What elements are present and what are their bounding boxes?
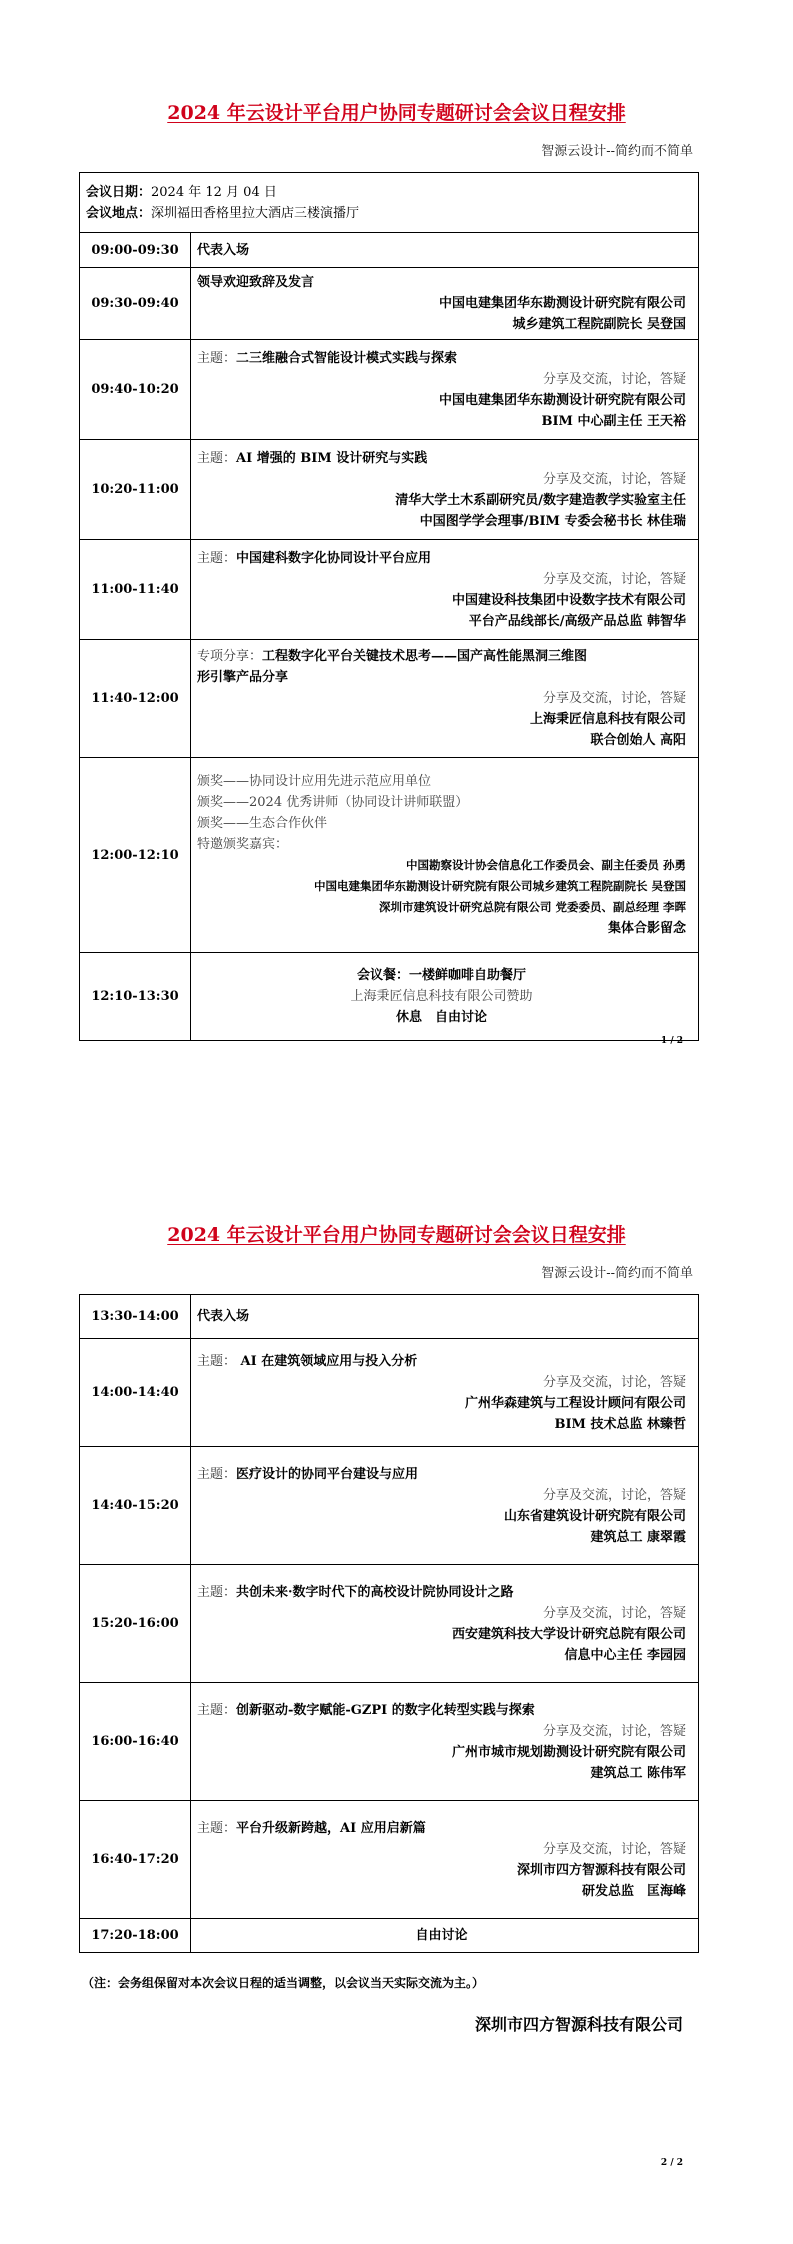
session-content [191,758,699,953]
session-content [191,1295,699,1339]
speaker-line [197,1763,686,1784]
line-text: 深圳市四方智源科技有限公司 [516,1862,686,1878]
line-text: AI 增强的 BIM 设计研究与实践 [236,450,428,466]
line-text: 广州华森建筑与工程设计顾问有限公司 [464,1395,686,1411]
line-text: 分享及交流，讨论，答疑 [542,471,686,487]
session-line [197,771,686,792]
line-text: 中国电建集团华东勘测设计研究院有限公司 [438,392,686,408]
session-content [191,268,699,340]
schedule-row [80,758,699,953]
session-content [191,953,699,1041]
session-topic [197,1582,686,1603]
session-line [197,834,686,855]
line-text: 中国勘察设计协会信息化工作委员会、副主任委员 孙勇 [405,858,686,872]
line-text: 二三维融合式智能设计模式实践与探索 [236,350,458,366]
topic-label: 主题： [197,1353,237,1369]
schedule-row [80,340,699,440]
session-line [197,813,686,834]
speaker-line [197,1742,686,1763]
line-text: BIM 技术总监 林臻哲 [554,1416,686,1432]
line-text: 分享及交流，讨论，答疑 [542,1374,686,1390]
speaker-line [197,569,686,590]
line-text: 中国图学学会理事/BIM 专委会秘书长 林佳瑞 [419,513,686,529]
speaker-line [197,1527,686,1548]
schedule-table-page2 [79,1294,699,1953]
session-content [191,640,699,758]
session-topic [197,348,686,369]
schedule-row [80,1295,699,1339]
session-content [191,440,699,540]
line-text: 共创未来·数字时代下的高校设计院协同设计之路 [236,1584,514,1600]
session-line [197,986,686,1007]
session-content [191,1919,699,1953]
speaker-line [197,855,686,876]
session-line [197,1306,686,1327]
line-text: 西安建筑科技大学设计研究总院有限公司 [451,1626,686,1642]
venue-value: 深圳福田香格里拉大酒店三楼演播厅 [151,205,360,221]
speaker-line [197,590,686,611]
line-text: 建筑总工 康翠霞 [590,1529,686,1545]
session-content [191,340,699,440]
line-text: 形引擎产品分享 [197,670,289,685]
schedule-row [80,540,699,640]
line-text: 分享及交流，讨论，答疑 [542,1841,686,1857]
speaker-line [197,918,686,939]
line-text: 领导欢迎致辞及发言 [197,275,315,290]
speaker-line [197,1645,686,1666]
line-text: 深圳市建筑设计研究总院有限公司 党委委员、副总经理 李晖 [378,900,686,914]
line-text: 自由讨论 [415,1928,468,1943]
line-text: 山东省建筑设计研究院有限公司 [503,1508,686,1524]
line-text: 平台升级新跨越，AI 应用启新篇 [236,1820,426,1836]
schedule-row [80,1801,699,1919]
line-text: 颁奖——生态合作伙伴 [197,816,328,831]
line-text: 会议餐：一楼鲜咖啡自助餐厅 [356,968,526,983]
line-text: 休息 自由讨论 [395,1010,487,1025]
line-text: 颁奖——2024 优秀讲师（协同设计讲师联盟） [197,795,469,810]
line-text: 医疗设计的协同平台建设与应用 [236,1466,419,1482]
line-text: 平台产品线部长/高级产品总监 韩智华 [468,613,686,629]
schedule-table-page1 [79,172,699,1041]
line-text: 建筑总工 陈伟军 [590,1765,686,1781]
session-content [191,233,699,268]
session-topic [197,548,686,569]
speaker-line [197,1860,686,1881]
line-text: 创新驱动-数字赋能-GZPI 的数字化转型实践与探索 [236,1702,535,1718]
line-text: 研发总监 匡海峰 [581,1883,686,1899]
time-slot: 10:20-11:00 [80,440,191,540]
topic-label: 主题： [197,1702,237,1718]
speaker-line [197,1372,686,1393]
time-slot: 14:00-14:40 [80,1339,191,1447]
session-topic [197,1818,686,1839]
speaker-line [197,897,686,918]
line-text: 中国电建集团华东勘测设计研究院有限公司城乡建筑工程院副院长 吴登国 [314,879,686,893]
time-slot: 11:00-11:40 [80,540,191,640]
session-topic [197,1700,686,1721]
session-content [191,1339,699,1447]
time-slot: 14:40-15:20 [80,1447,191,1565]
speaker-line [197,469,686,490]
speaker-line [197,1721,686,1742]
session-content [191,1447,699,1565]
session-line [197,1007,686,1028]
schedule-row [80,233,699,268]
speaker-line [197,876,686,897]
speaker-line [197,1839,686,1860]
line-text: 上海秉匠信息科技有限公司 [529,712,686,727]
line-text: 分享及交流，讨论，答疑 [542,691,686,706]
speaker-line [197,369,686,390]
line-text: 特邀颁奖嘉宾： [197,837,289,852]
time-slot: 17:20-18:00 [80,1919,191,1953]
session-topic [197,646,686,667]
adjustment-note: （注：会务组保留对本次会议日程的适当调整，以会议当天实际交流为主。） [82,1976,485,1990]
line-text: 中国建科数字化协同设计平台应用 [236,550,432,566]
line-text: 广州市城市规划勘测设计研究院有限公司 [451,1744,686,1760]
line-text: 中国建设科技集团中设数字技术有限公司 [451,592,686,608]
schedule-row [80,1683,699,1801]
topic-label: 主题： [197,1466,237,1482]
session-content [191,1801,699,1919]
line-text: 分享及交流，讨论，答疑 [542,1605,686,1621]
schedule-row [80,953,699,1041]
session-topic [197,1351,686,1372]
line-text: 代表入场 [197,1309,250,1324]
schedule-row [80,1447,699,1565]
speaker-line [197,411,686,432]
time-slot: 09:30-09:40 [80,268,191,340]
speaker-line [197,490,686,511]
meeting-info-cell [80,173,699,233]
speaker-line [197,1506,686,1527]
session-content [191,540,699,640]
time-slot: 16:40-17:20 [80,1801,191,1919]
schedule-row [80,1339,699,1447]
schedule-row [80,640,699,758]
line-text: 上海秉匠信息科技有限公司赞助 [350,989,533,1004]
schedule-row [80,268,699,340]
session-topic [197,1464,686,1485]
date-value: 2024 年 12 月 04 日 [151,184,277,200]
session-line [197,240,686,261]
info-row [80,173,699,233]
speaker-line [197,293,686,314]
time-slot: 16:00-16:40 [80,1683,191,1801]
session-content [191,1565,699,1683]
speaker-line [197,1603,686,1624]
line-text: 城乡建筑工程院副院长 吴登国 [512,317,686,332]
line-text: 清华大学土木系副研究员/数字建造教学实验室主任 [395,492,686,508]
slogan: 智源云设计--简约而不简单 [541,1266,693,1281]
topic-label: 主题： [197,1584,237,1600]
time-slot: 15:20-16:00 [80,1565,191,1683]
speaker-line [197,1881,686,1902]
time-slot: 13:30-14:00 [80,1295,191,1339]
topic-label: 专项分享： [197,649,263,664]
schedule-row [80,440,699,540]
line-text: 分享及交流，讨论，答疑 [542,571,686,587]
topic-label: 主题： [197,550,237,566]
venue-label: 会议地点： [86,205,152,221]
topic-label: 主题： [197,450,237,466]
line-text: 分享及交流，讨论，答疑 [542,1487,686,1503]
session-content [191,1683,699,1801]
speaker-line [197,709,686,730]
line-text: 联合创始人 高阳 [590,733,686,748]
session-line [197,272,686,293]
time-slot: 09:40-10:20 [80,340,191,440]
line-text: 颁奖——协同设计应用先进示范应用单位 [197,774,432,789]
schedule-row [80,1565,699,1683]
speaker-line [197,1624,686,1645]
speaker-line [197,688,686,709]
line-text: 信息中心主任 李园园 [564,1647,686,1663]
session-line [197,667,686,688]
line-text: BIM 中心副主任 王天裕 [541,413,686,429]
line-text: 工程数字化平台关键技术思考——国产高性能黑洞三维图 [262,649,588,664]
time-slot: 09:00-09:30 [80,233,191,268]
line-text: 分享及交流，讨论，答疑 [542,371,686,387]
speaker-line [197,1485,686,1506]
speaker-line [197,314,686,335]
document-title: 2024 年云设计平台用户协同专题研讨会会议日程安排 [167,1224,626,1246]
topic-label: 主题： [197,350,237,366]
line-text: AI 在建筑领域应用与投入分析 [236,1353,418,1369]
schedule-row [80,1919,699,1953]
session-line [197,792,686,813]
date-label: 会议日期： [86,184,152,200]
organizer-company: 深圳市四方智源科技有限公司 [474,2015,683,2034]
time-slot: 12:10-13:30 [80,953,191,1041]
speaker-line [197,390,686,411]
topic-label: 主题： [197,1820,237,1836]
time-slot: 11:40-12:00 [80,640,191,758]
session-topic [197,448,686,469]
session-line [197,1925,686,1946]
page-number: 1 / 2 [660,1036,683,1046]
speaker-line [197,1414,686,1435]
line-text: 代表入场 [197,242,250,258]
slogan: 智源云设计--简约而不简单 [541,144,693,159]
line-text: 分享及交流，讨论，答疑 [542,1723,686,1739]
speaker-line [197,611,686,632]
document-title: 2024 年云设计平台用户协同专题研讨会会议日程安排 [167,102,626,124]
speaker-line [197,730,686,751]
time-slot: 12:00-12:10 [80,758,191,953]
page-2 [0,1122,793,2244]
line-text: 集体合影留念 [607,921,686,936]
speaker-line [197,511,686,532]
line-text: 中国电建集团华东勘测设计研究院有限公司 [438,296,686,311]
speaker-line [197,1393,686,1414]
page-number: 2 / 2 [660,2158,683,2168]
session-line [197,965,686,986]
